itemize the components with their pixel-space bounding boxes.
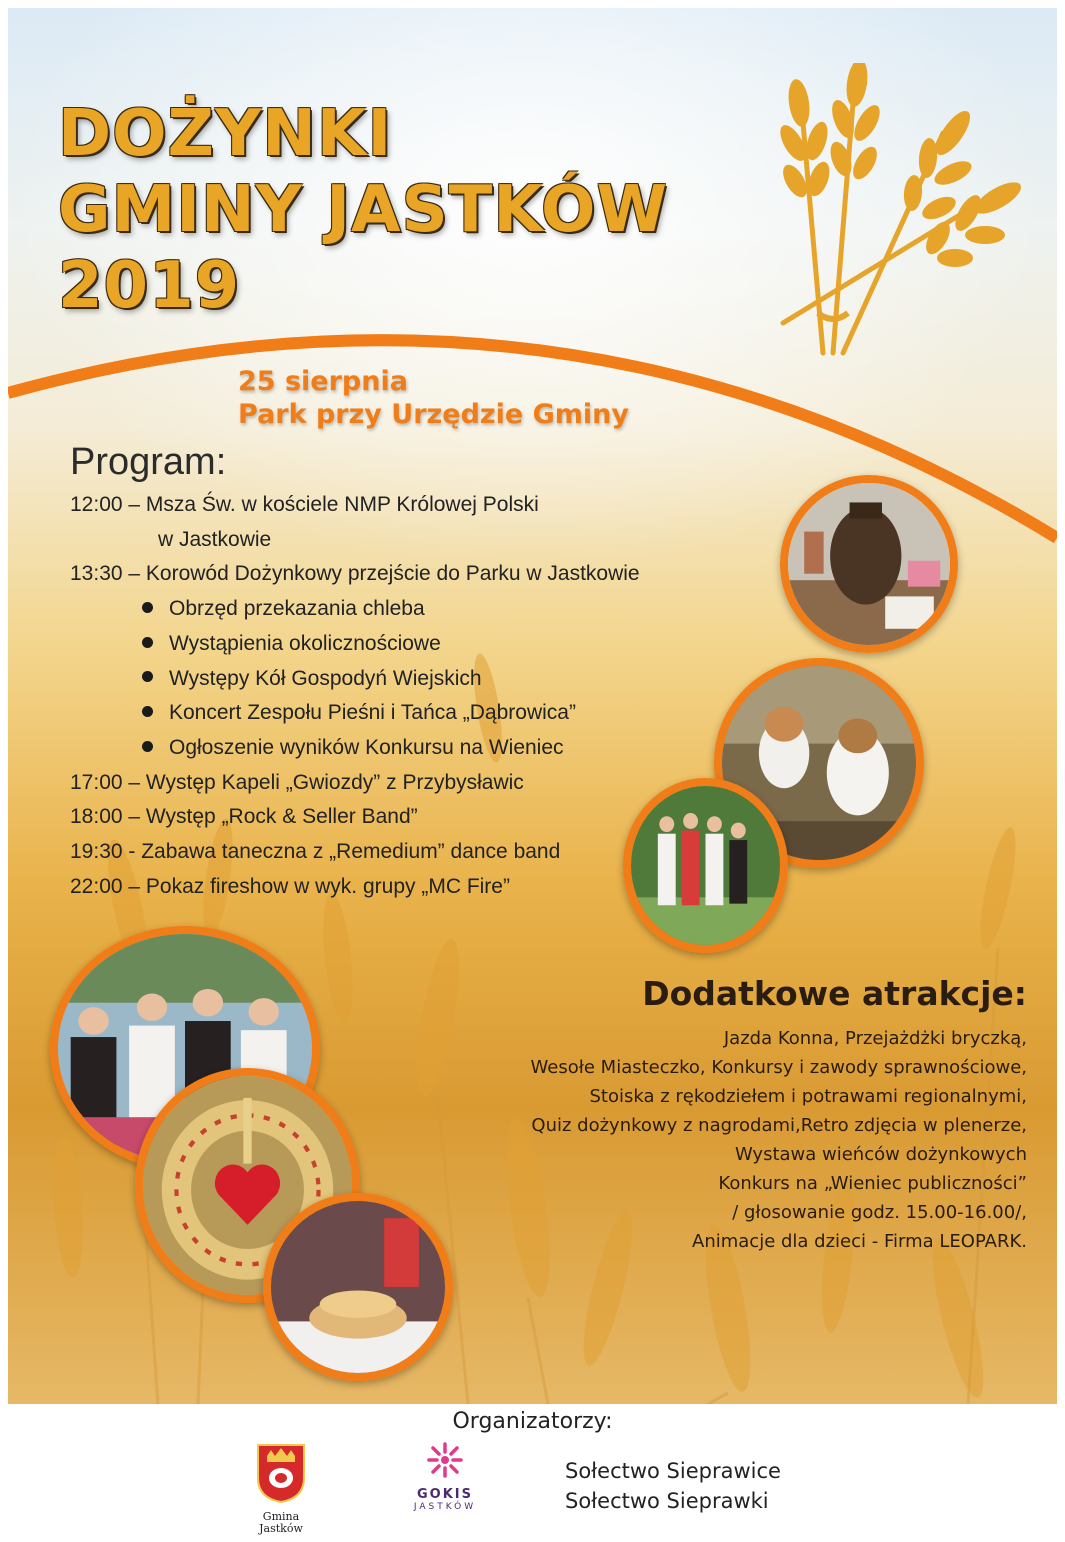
attraction-line: Konkurs na „Wieniec publiczności” [718,1173,1027,1194]
gokis-name: GOKIS [417,1487,473,1502]
program-sub-item-label: Występy Kół Gospodyń Wiejskich [169,666,482,690]
bullet-icon [142,602,153,613]
program-item: 13:30 – Korowód Dożynkowy przejście do Parku w Jastkowie [70,562,640,586]
program-sub-item [70,627,770,662]
bullet-icon [142,637,153,648]
gokis-logo [405,1440,485,1512]
event-date: 25 sierpnia [238,366,408,397]
wheat-icon [763,63,1033,373]
attractions-list [387,1024,1027,1256]
event-place: Park przy Urzędzie Gminy [238,399,629,430]
bullet-icon [142,671,153,682]
program-sub-item-label: Wystąpienia okolicznościowe [169,631,441,655]
attraction-line: Animacje dla dzieci - Firma LEOPARK. [692,1231,1027,1252]
photo-crafts [780,475,958,653]
program-sub-item [70,696,770,731]
poster [8,8,1057,1404]
attraction-line: Quiz dożynkowy z nagrodami,Retro zdjęcia w plenerze, [531,1115,1027,1136]
organizers-footer [0,1404,1065,1542]
title-line-1: DOŻYNKI [58,97,393,171]
attraction-line: Stoiska z rękodziełem i potrawami regionalnymi, [589,1086,1027,1107]
program-item: 18:00 – Występ „Rock & Seller Band” [70,805,418,829]
attraction-line: Jazda Konna, Przejażdżki bryczką, [723,1028,1027,1049]
title-line-2: GMINY JASTKÓW [58,173,669,247]
solectwa-list [565,1456,781,1516]
program-item: 19:30 - Zabawa taneczna z „Remedium” dance band [70,840,561,864]
attractions-heading: Dodatkowe atrakcje: [642,974,1027,1013]
gmina-crest-icon [255,1442,307,1504]
gmina-logo-caption: Gmina Jastków [259,1510,303,1535]
program-sub-item [70,662,770,697]
organizers-heading: Organizatorzy: [452,1409,613,1434]
gokis-sub: JASTKÓW [413,1502,477,1512]
title-line-3: 2019 [58,249,241,323]
attraction-line: Wystawa wieńców dożynkowych [734,1144,1027,1165]
program-sub-item-label: Ogłoszenie wyników Konkursu na Wieniec [169,735,564,759]
solectwo-name: Sołectwo Sieprawice [565,1459,781,1483]
gokis-flower-icon [425,1440,465,1480]
program-item: 22:00 – Pokaz fireshow w wyk. grupy „MC Fire” [70,874,510,898]
event-title [58,96,668,324]
program-item: 17:00 – Występ Kapeli „Gwiozdy” z Przybysławic [70,770,524,794]
bullet-icon [142,741,153,752]
program-sub-item [70,731,770,766]
solectwo-name: Sołectwo Sieprawki [565,1489,769,1513]
program-item: w Jastkowie [158,527,272,551]
bullet-icon [142,706,153,717]
photo-folk-dancers [623,778,788,953]
attraction-line: Wesołe Miasteczko, Konkursy i zawody sprawnościowe, [530,1057,1027,1078]
attraction-line: / głosowanie godz. 15.00-16.00/, [732,1202,1027,1223]
gmina-logo [255,1442,307,1535]
program-sub-item-label: Obrzęd przekazania chleba [169,597,425,621]
program-sub-item [70,592,770,627]
event-date-place [238,365,629,431]
program-sub-item-label: Koncert Zespołu Pieśni i Tańca „Dąbrowica” [169,701,576,725]
program-item: 12:00 – Msza Św. w kościele NMP Królowej Polski [70,493,539,516]
program-heading: Program: [70,441,227,483]
